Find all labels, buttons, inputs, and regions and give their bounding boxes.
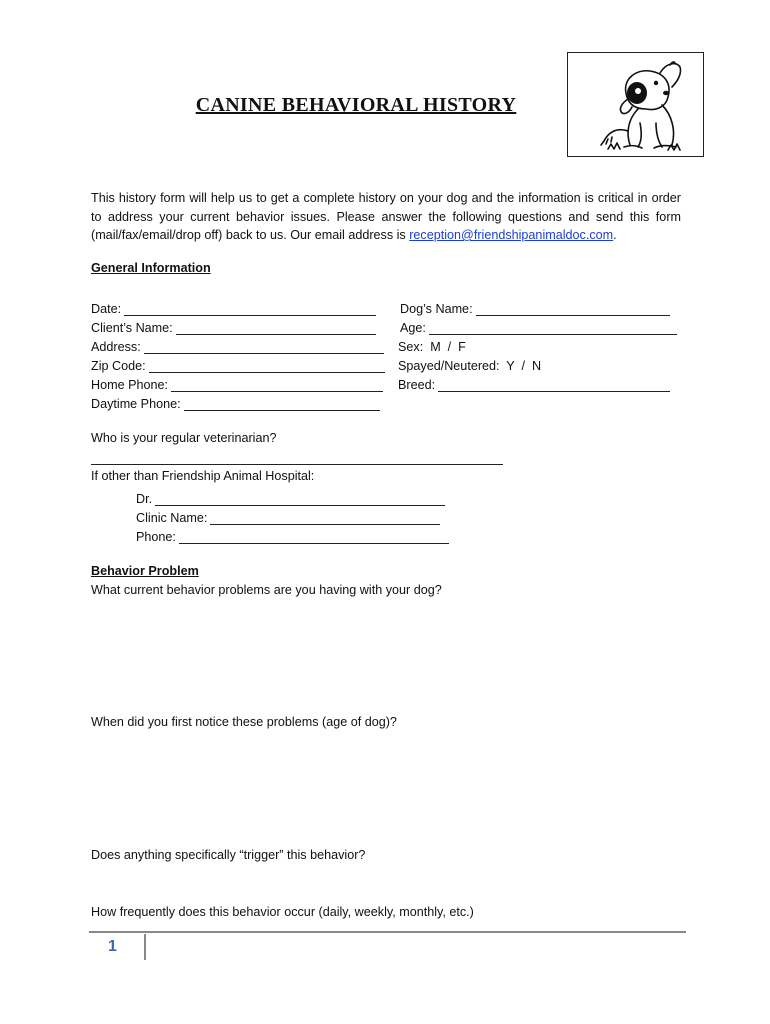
vet-answer-line[interactable]: [91, 451, 503, 465]
dog-logo: [567, 52, 704, 157]
dog-name-label: Dog’s Name:: [400, 302, 473, 316]
dog-name-field[interactable]: [400, 298, 670, 316]
breed-line[interactable]: [438, 378, 670, 392]
daytime-phone-label: Daytime Phone:: [91, 397, 181, 411]
spayed-neutered-field[interactable]: [398, 355, 541, 373]
spayed-neutered-label[interactable]: Spayed/Neutered: Y / N: [398, 359, 542, 373]
intro-end: .: [613, 228, 617, 242]
footer-divider: [144, 934, 146, 960]
footer-rule: [89, 931, 686, 933]
email-link[interactable]: reception@friendshipanimaldoc.com: [409, 228, 614, 242]
zip-code-field[interactable]: [91, 355, 385, 373]
intro-text: This history form will help us to get a complete history on your dog and the information is critical in order to address your current behavior issues. Please answer the following questions and send this form (mail/fax/email/drop off) back to us. Our email address is: [91, 191, 681, 242]
age-field[interactable]: [400, 317, 677, 335]
home-phone-label: Home Phone:: [91, 378, 169, 392]
clinic-name-line[interactable]: [210, 511, 440, 525]
breed-field[interactable]: [398, 374, 670, 392]
sex-label[interactable]: Sex: M / F: [398, 340, 466, 354]
general-info-heading: General Information: [91, 261, 211, 275]
address-field[interactable]: [91, 336, 384, 354]
age-line[interactable]: [429, 321, 677, 335]
vet-question: Who is your regular veterinarian?: [91, 431, 277, 445]
dog-cartoon-icon: [568, 53, 703, 156]
date-label: Date:: [91, 302, 122, 316]
address-line[interactable]: [144, 340, 384, 354]
dr-field[interactable]: [136, 488, 445, 506]
zip-code-label: Zip Code:: [91, 359, 146, 373]
daytime-phone-field[interactable]: [91, 393, 380, 411]
sex-field[interactable]: [398, 336, 466, 354]
client-name-field[interactable]: [91, 317, 376, 335]
behavior-question-first-noticed: When did you first notice these problems (age of dog)?: [91, 715, 397, 729]
clinic-name-field[interactable]: [136, 507, 440, 525]
home-phone-field[interactable]: [91, 374, 383, 392]
daytime-phone-line[interactable]: [184, 397, 380, 411]
phone-line[interactable]: [179, 530, 449, 544]
behavior-question-frequency: How frequently does this behavior occur (daily, weekly, monthly, etc.): [91, 905, 474, 919]
dog-name-line[interactable]: [476, 302, 670, 316]
age-label: Age:: [400, 321, 426, 335]
dr-label: Dr.: [136, 492, 153, 506]
page-title: CANINE BEHAVIORAL HISTORY: [195, 94, 517, 116]
behavior-question-trigger: Does anything specifically “trigger” this behavior?: [91, 848, 366, 862]
address-label: Address:: [91, 340, 141, 354]
behavior-question-current: What current behavior problems are you having with your dog?: [91, 583, 442, 597]
zip-code-line[interactable]: [149, 359, 385, 373]
behavior-heading: Behavior Problem: [91, 564, 199, 578]
vet-other-label: If other than Friendship Animal Hospital:: [91, 469, 315, 483]
date-field[interactable]: [91, 298, 376, 316]
phone-field[interactable]: [136, 526, 449, 544]
clinic-name-label: Clinic Name:: [136, 511, 208, 525]
phone-label: Phone:: [136, 530, 176, 544]
dr-line[interactable]: [155, 492, 445, 506]
client-name-label: Client’s Name:: [91, 321, 173, 335]
client-name-line[interactable]: [176, 321, 376, 335]
date-line[interactable]: [124, 302, 376, 316]
page-number: 1: [108, 938, 117, 955]
home-phone-line[interactable]: [171, 378, 383, 392]
intro-paragraph: [91, 189, 681, 245]
breed-label: Breed:: [398, 378, 436, 392]
